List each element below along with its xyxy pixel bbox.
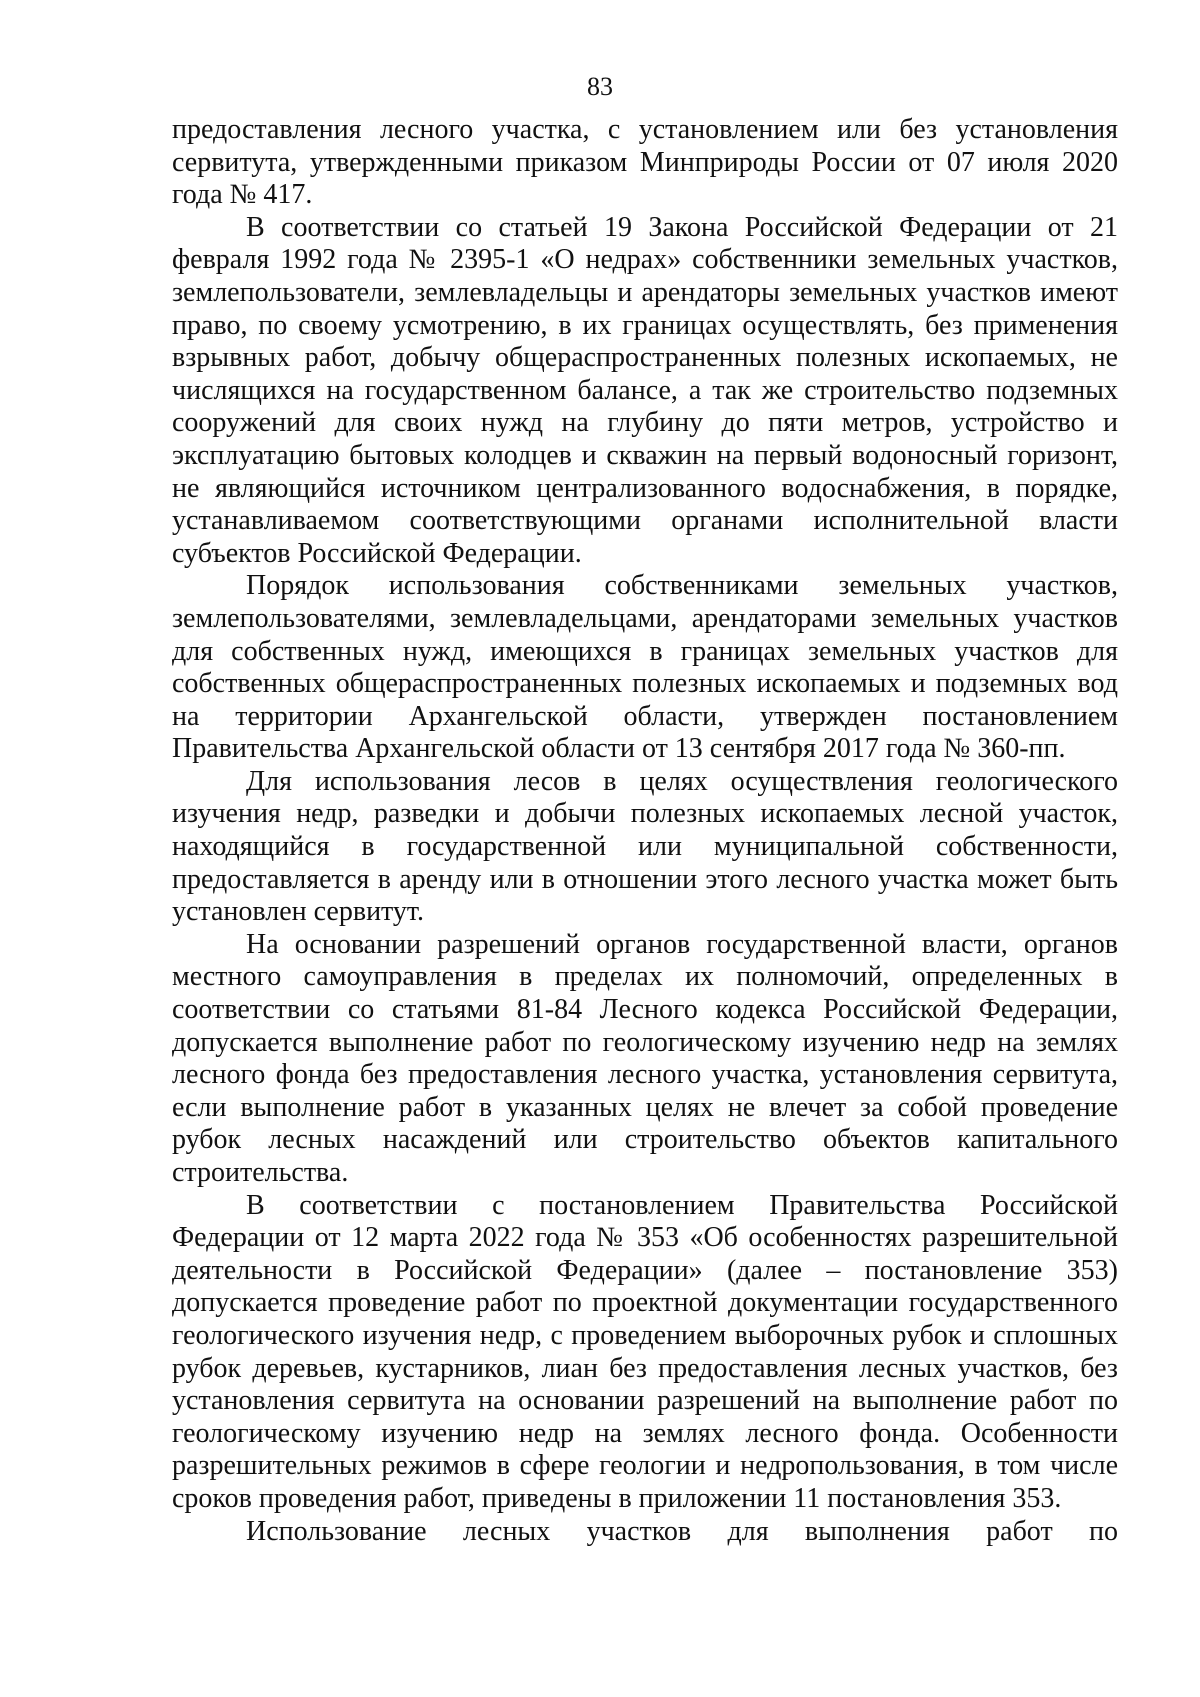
page-number: 83 (587, 72, 613, 101)
paragraph-6: В соответствии с постановлением Правительства Российской Федерации от 12 марта 2022 года № 353 «Об особенностях разрешительной деятельности в Российской Федерации» (далее – постановление 353) допускается проведение работ по проектной документации государственного геологического изучения недр, с проведением выборочных рубок и сплошных рубок деревьев, кустарников, лиан без предоставления лесных участков, без установления сервитута на основании разрешений на выполнение работ по геологическому изучению недр на землях лесного фонда. Особенности разрешительных режимов в сфере геологии и недропользования, в том числе сроков проведения работ, приведены в приложении 11 постановления 353. (172, 1189, 1118, 1514)
paragraph-3: Порядок использования собственниками земельных участков, землепользователями, землевладельцами, арендаторами земельных участков для собственных нужд, имеющихся в границах земельных участков для собственных общераспространенных полезных ископаемых и подземных вод на территории Архангельской области, утвержден постановлением Правительства Архангельской области от 13 сентября 2017 года № 360-пп. (172, 570, 1118, 765)
document-body (172, 114, 1118, 1548)
paragraph-2: В соответствии со статьей 19 Закона Российской Федерации от 21 февраля 1992 года № 2395-1 «О недрах» собственники земельных участков, землепользователи, землевладельцы и арендаторы земельных участков имеют право, по своему усмотрению, в их границах осуществлять, без применения взрывных работ, добычу общераспространенных полезных ископаемых, не числящихся на государственном балансе, а так же строительство подземных сооружений для своих нужд на глубину до пяти метров, устройство и эксплуатацию бытовых колодцев и скважин на первый водоносный горизонт, не являющийся источником централизованного водоснабжения, в порядке, устанавливаемом соответствующими органами исполнительной власти субъектов Российской Федерации. (172, 211, 1118, 569)
paragraph-4: Для использования лесов в целях осуществления геологического изучения недр, разведки и добычи полезных ископаемых лесной участок, находящийся в государственной или муниципальной собственности, предоставляется в аренду или в отношении этого лесного участка может быть установлен сервитут. (172, 765, 1118, 928)
paragraph-1: предоставления лесного участка, с установлением или без установления сервитута, утвержденными приказом Минприроды России от 07 июля 2020 года № 417. (172, 114, 1118, 211)
paragraph-7: Использование лесных участков для выполнения работ по (246, 1515, 1118, 1547)
paragraph-5: На основании разрешений органов государственной власти, органов местного самоуправления в пределах их полномочий, определенных в соответствии со статьями 81-84 Лесного кодекса Российской Федерации, допускается выполнение работ по геологическому изучению недр на землях лесного фонда без предоставления лесного участка, установления сервитута, если выполнение работ в указанных целях не влечет за собой проведение рубок лесных насаждений или строительство объектов капитального строительства. (172, 928, 1118, 1188)
